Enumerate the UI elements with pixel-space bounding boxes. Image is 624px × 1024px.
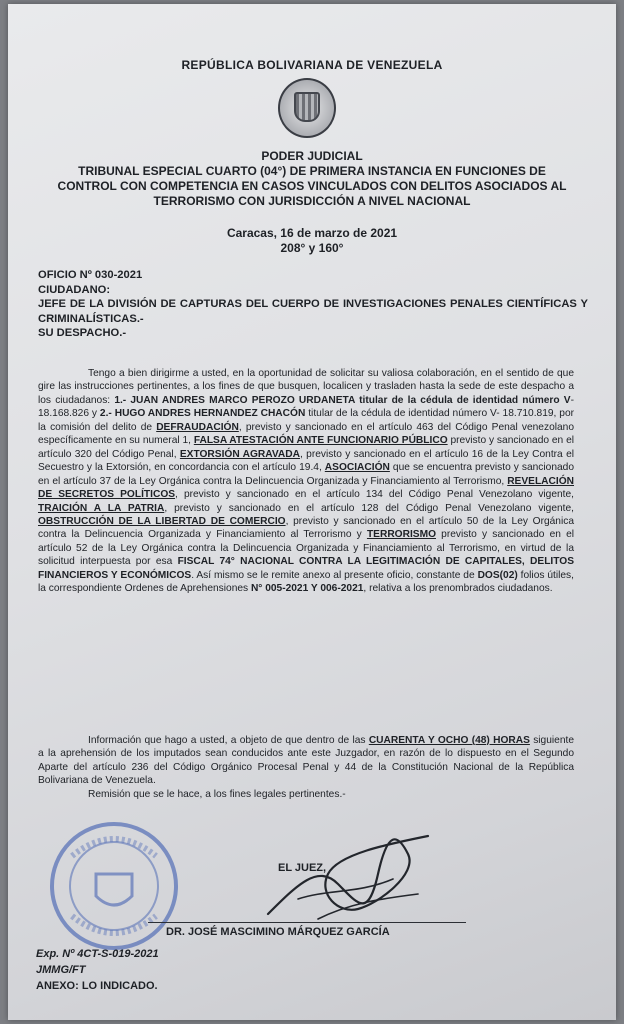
text-run: siguiente a la aprehensión de los imputados sean conducidos ante este Juzgador, en razón de lo dispuesto en el Segundo Aparte del artículo 236 del Código Orgánico Procesal Penal y 44 de la Constitución Nacional de la República Bolivariana de Venezuela. — [38, 735, 574, 787]
text-run: que se encuentra previsto y sancionado en el artículo 37 de la Ley Orgánica contra la Delincuencia Organizada y Financiamiento al Terrorismo, — [38, 462, 574, 487]
anexo: ANEXO: LO INDICADO. — [36, 980, 158, 992]
underlined-offense: TERRORISMO — [366, 529, 436, 541]
text-run: . Así mismo se le remite anexo al presente oficio, constante de — [191, 569, 478, 581]
paragraph-1 — [38, 367, 574, 596]
text-run: titular de la cédula de identidad número V- 18.710.819, por la comisión del delito de — [38, 408, 575, 433]
bold-text-run: N° 005-2021 Y 006-2021 — [250, 583, 364, 595]
bold-text-run: FISCAL 74° NACIONAL CONTRA LA LEGITIMACIÓN DE CAPITALES, DELITOS FINANCIEROS Y ECONÓMICOS — [38, 556, 574, 581]
years-line: 208° y 160° — [280, 241, 344, 255]
underlined-offense: TRAICIÓN A LA PATRIA — [38, 502, 165, 514]
recipient-label: CIUDADANO: — [38, 283, 111, 296]
recipient: JEFE DE LA DIVISIÓN DE CAPTURAS DEL CUERPO DE INVESTIGACIONES PENALES CIENTÍFICAS Y CRIMINALÍSTICAS.- — [38, 298, 588, 325]
document-page — [8, 4, 616, 1020]
text-run: folios útiles, la correspondiente Ordenes de Aprehensiones — [38, 569, 574, 595]
tribunal-heading: TRIBUNAL ESPECIAL CUARTO (04°) DE PRIMERA INSTANCIA EN FUNCIONES DE CONTROL CON COMPETENCIA EN CASOS VINCULADOS CON DELITOS ASOCIADOS AL TERRORISMO CON JURISDICCIÓN A NIVEL NACIONAL — [57, 164, 567, 208]
text-run: , previsto y sancionado en el artículo 134 del Código Penal Venezolano vigente, — [175, 489, 575, 501]
el-juez-label: EL JUEZ, — [278, 862, 327, 874]
oficio-number: OFICIO Nº 030-2021 — [38, 269, 143, 281]
signature-line — [148, 922, 466, 923]
paragraph-2 — [38, 734, 574, 801]
text-run: previsto y sancionado en el artículo 52 de la Ley Orgánica contra la Delincuencia Organizada y Financiamiento al Terrorismo, en virtud de la solicitud interpuesta por esa — [38, 529, 575, 568]
underlined-offense: EXTORSIÓN AGRAVADA — [179, 448, 301, 460]
underlined-offense: DEFRAUDACIÓN — [156, 421, 239, 433]
court-stamp-icon — [44, 816, 184, 956]
poder-judicial-heading: PODER JUDICIAL — [261, 149, 363, 163]
text-run: , previsto y sancionado en el artículo 50 de la Ley Orgánica contra la Delincuencia Organizada y Financiamiento al Terrorismo y — [38, 515, 574, 541]
text-run: previsto y sancionado en el artículo 320 del Código Penal, — [38, 435, 574, 460]
underlined-offense: OBSTRUCCIÓN DE LA LIBERTAD DE COMERCIO — [38, 515, 286, 527]
oficio-block — [38, 268, 588, 341]
expediente-number: Exp. Nº 4CT-S-019-2021 — [36, 948, 159, 960]
text-run: , previsto y sancionado en el artículo 128 del Código Penal Venezolano vigente, — [164, 502, 575, 514]
paragraph-3: Remisión que se le hace, a los fines legales pertinentes.- — [88, 788, 346, 800]
initials: JMMG/FT — [36, 964, 86, 976]
bold-text-run: 1.- JUAN ANDRES MARCO PEROZO URDANETA titular de la cédula de identidad número V — [114, 394, 571, 406]
underlined-offense: CUARENTA Y OCHO (48) HORAS — [368, 735, 530, 746]
text-run: , previsto y sancionado en el artículo 16 de la Ley Contra el Secuestro y la Extorsión, en concordancia con el artículo 19.4, — [38, 448, 574, 474]
date-line: Caracas, 16 de marzo de 2021 — [226, 226, 398, 240]
paragraph-2-content — [38, 735, 574, 786]
text-run: -18.168.826 y — [38, 394, 574, 420]
despacho: SU DESPACHO.- — [38, 327, 127, 340]
text-run: , relativa a los prenombrados ciudadanos. — [363, 583, 553, 595]
text-run: , previsto y sancionado en el artículo 463 del Código Penal venezolano específicamente en su numeral 1, — [38, 421, 574, 447]
handwritten-signature-icon — [258, 824, 438, 934]
text-run: Información que hago a usted, a objeto de que dentro de las — [88, 735, 369, 746]
bold-text-run: 2.- HUGO ANDRES HERNANDEZ CHACÓN — [99, 408, 306, 420]
coat-of-arms-seal — [278, 78, 336, 138]
underlined-offense: ASOCIACIÓN — [324, 462, 390, 474]
footer-block — [36, 946, 159, 994]
paragraph-1-content — [38, 368, 574, 594]
bold-text-run: DOS(02) — [477, 569, 518, 581]
date-block — [8, 226, 616, 256]
text-run: Tengo a bien dirigirme a usted, en la oportunidad de solicitar su valiosa colaboración, en el sentido de que gire las instrucciones pertinentes, a los fines de que busquen, localicen y trasladen hasta la sede de este despacho a los ciudadanos: — [38, 368, 574, 406]
underlined-offense: REVELACIÓN DE SECRETOS POLÍTICOS — [38, 475, 574, 501]
judge-name: DR. JOSÉ MASCIMINO MÁRQUEZ GARCÍA — [166, 926, 390, 938]
republic-heading: REPÚBLICA BOLIVARIANA DE VENEZUELA — [181, 58, 443, 72]
underlined-offense: FALSA ATESTACIÓN ANTE FUNCIONARIO PÚBLICO — [193, 435, 448, 447]
